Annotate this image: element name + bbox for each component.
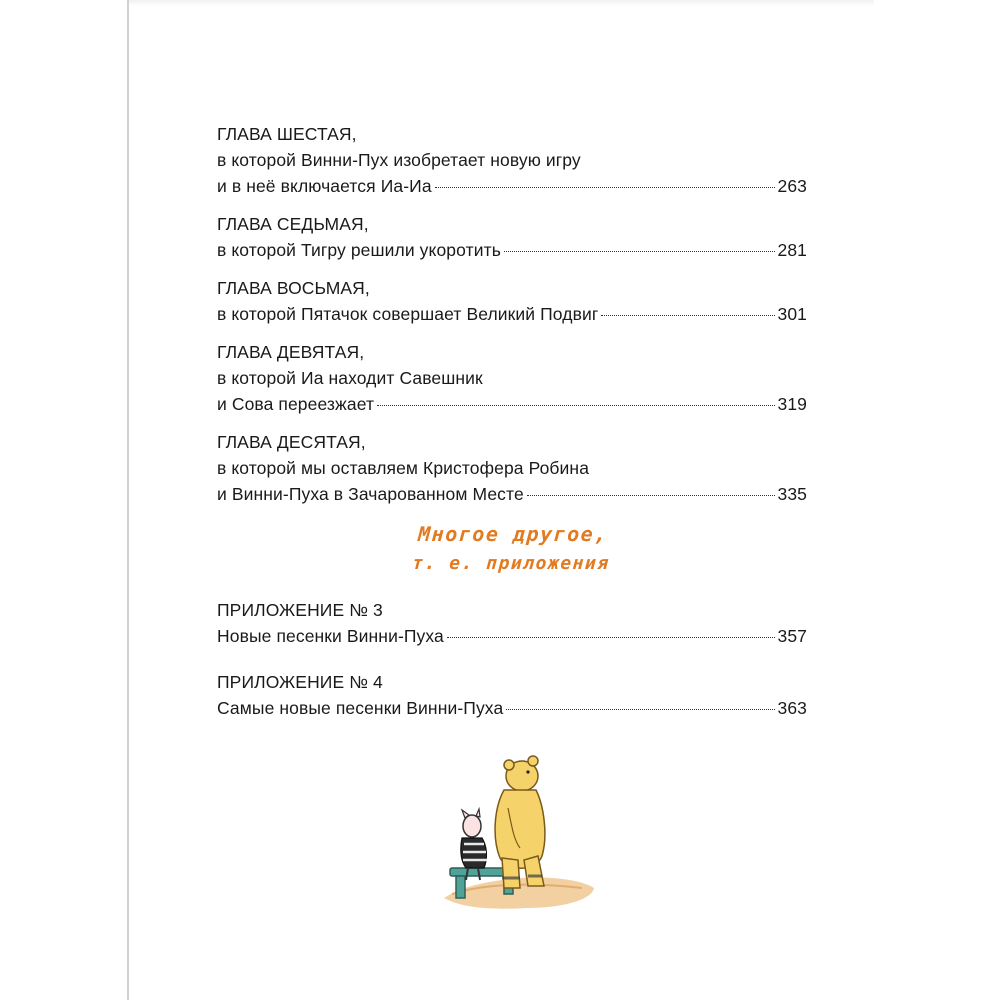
chapter-description-line: в которой Иа находит Савешник: [217, 368, 483, 388]
toc-entry-appendix-4[interactable]: [217, 669, 807, 721]
appendix-title: Новые песенки Винни-Пуха: [217, 626, 444, 646]
appendix-heading: ПРИЛОЖЕНИЕ № 4: [217, 672, 383, 692]
appendix-leader-line: [217, 623, 807, 649]
chapter-description-line: и Винни-Пуха в Зачарованном Месте: [217, 484, 524, 504]
dot-leader: [377, 405, 774, 406]
chapter-description-line: и в неё включается Иа-Иа: [217, 176, 432, 196]
page-number: 357: [777, 626, 807, 646]
chapter-heading: ГЛАВА ДЕВЯТАЯ,: [217, 342, 365, 362]
toc-entry-chapter-10[interactable]: [217, 429, 807, 507]
page-number: 301: [777, 304, 807, 324]
chapter-heading: ГЛАВА ДЕСЯТАЯ,: [217, 432, 366, 452]
chapter-leader-line: [217, 173, 807, 199]
chapter-leader-line: [217, 237, 807, 263]
appendix-heading-line-2: т. е. приложения: [411, 553, 611, 574]
chapter-heading: ГЛАВА ШЕСТАЯ,: [217, 124, 357, 144]
chapter-description-line: в которой Тигру решили укоротить: [217, 240, 501, 260]
dot-leader: [601, 315, 774, 316]
dot-leader: [527, 495, 775, 496]
chapter-heading: ГЛАВА ВОСЬМАЯ,: [217, 278, 370, 298]
appendix-section-heading: [215, 519, 809, 579]
toc-entry-appendix-3[interactable]: [217, 597, 807, 649]
chapter-heading: ГЛАВА СЕДЬМАЯ,: [217, 214, 369, 234]
chapter-leader-line: [217, 481, 807, 507]
toc-entry-chapter-9[interactable]: [217, 339, 807, 417]
chapter-description-line: и Сова переезжает: [217, 394, 375, 414]
toc-entry-chapter-8[interactable]: [217, 275, 807, 327]
page-number: 281: [777, 240, 807, 260]
toc-entry-chapter-6[interactable]: [217, 121, 807, 199]
dot-leader: [447, 637, 775, 638]
pooh-and-piglet-on-bench-image: [432, 748, 602, 918]
page-number: 335: [777, 484, 807, 504]
page-number: 363: [777, 698, 807, 718]
chapter-description-line: в которой Винни-Пух изобретает новую игру: [217, 150, 581, 170]
appendix-heading-line-1: Многое другое,: [417, 522, 609, 546]
page-number: 263: [777, 176, 807, 196]
pooh-piglet-illustration: [432, 748, 602, 918]
page-top-strip: [129, 0, 874, 6]
appendix-leader-line: [217, 695, 807, 721]
chapter-description-line: в которой Пятачок совершает Великий Подвиг: [217, 304, 599, 324]
dot-leader: [435, 187, 775, 188]
page-edge: [127, 0, 129, 1000]
chapter-leader-line: [217, 301, 807, 327]
appendix-title: Самые новые песенки Винни-Пуха: [217, 698, 504, 718]
dot-leader: [504, 251, 775, 252]
page-number: 319: [777, 394, 807, 414]
toc-entry-chapter-7[interactable]: [217, 211, 807, 263]
appendix-list: [217, 597, 807, 721]
table-of-contents: [217, 121, 807, 741]
appendix-heading: ПРИЛОЖЕНИЕ № 3: [217, 600, 383, 620]
chapter-leader-line: [217, 391, 807, 417]
dot-leader: [506, 709, 774, 710]
chapter-description-line: в которой мы оставляем Кристофера Робина: [217, 458, 590, 478]
